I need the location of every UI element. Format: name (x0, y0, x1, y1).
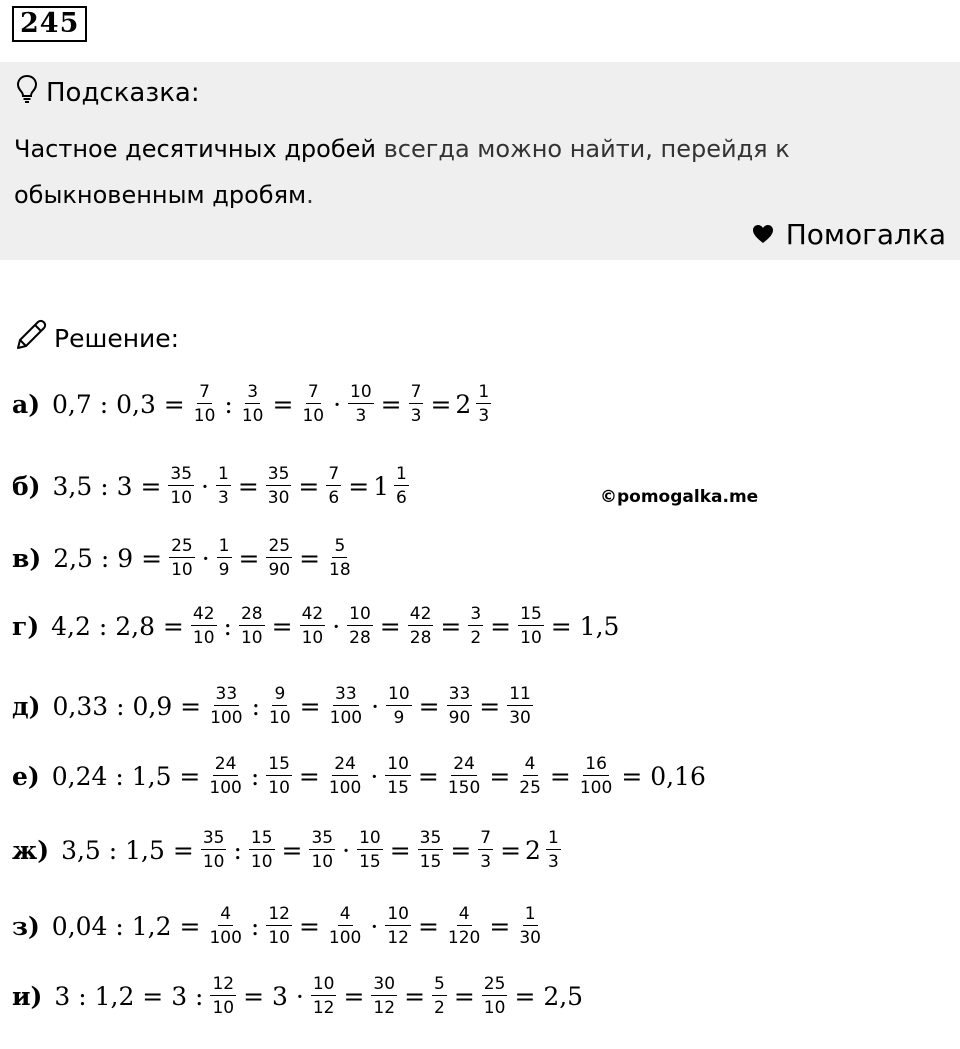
fraction (371, 974, 397, 1018)
math-text: = (343, 981, 365, 1011)
numerator: 11 (509, 684, 531, 704)
fraction (201, 828, 227, 872)
fraction (432, 974, 447, 1018)
fraction (482, 974, 508, 1018)
hint-box (0, 62, 960, 260)
fraction (266, 904, 292, 948)
numerator: 35 (311, 828, 334, 848)
denominator: 10 (268, 778, 290, 798)
math-text: : (224, 389, 233, 419)
numerator: 35 (267, 464, 290, 484)
denominator: 150 (447, 778, 481, 798)
math-text: 4,2 : 2,8 = (51, 611, 184, 641)
math-text: : (250, 761, 260, 791)
fraction (266, 464, 292, 508)
fraction (191, 604, 217, 648)
solution-line (12, 530, 356, 586)
math-text: = (379, 611, 401, 641)
math-text: = (489, 761, 511, 791)
fraction (348, 382, 374, 426)
math-text: = (549, 761, 571, 791)
denominator: 10 (302, 406, 325, 426)
denominator: 10 (311, 852, 334, 872)
numerator: 33 (335, 684, 357, 704)
math-text: = (479, 691, 501, 721)
math-text: 3 : 1,2 = 3 : (54, 981, 204, 1011)
denominator: 3 (217, 488, 229, 508)
denominator: 10 (483, 998, 506, 1018)
hint-text (14, 126, 914, 218)
fraction (328, 684, 364, 728)
numerator: 5 (334, 536, 346, 556)
numerator: 10 (388, 684, 410, 704)
fraction (249, 828, 275, 872)
denominator: 30 (509, 708, 531, 728)
math-text: : (223, 611, 232, 641)
fraction (517, 904, 543, 948)
fraction (266, 754, 292, 798)
math-text: = (238, 543, 260, 573)
denominator: 15 (387, 778, 409, 798)
numerator: 24 (334, 754, 356, 774)
numerator: 16 (585, 754, 607, 774)
math-text: = 3 · (243, 981, 304, 1011)
numerator: 15 (250, 828, 273, 848)
numerator: 7 (410, 382, 422, 402)
numerator: 7 (480, 828, 492, 848)
denominator: 12 (373, 998, 396, 1018)
math-text: = 0,16 (621, 761, 706, 791)
denominator: 10 (250, 852, 273, 872)
fraction (327, 904, 363, 948)
denominator: 120 (447, 928, 481, 948)
math-text: = 1,5 (550, 611, 620, 641)
math-text: = 2,5 (514, 981, 584, 1011)
denominator: 10 (268, 928, 290, 948)
denominator: 15 (359, 852, 381, 872)
numerator: 1 (478, 382, 490, 402)
denominator: 10 (520, 628, 542, 648)
hint-text-normal: всегда можно найти, перейдя к (376, 135, 790, 163)
denominator: 100 (209, 928, 242, 948)
math-text: · (370, 911, 379, 941)
numerator: 10 (312, 974, 335, 994)
math-text: = (299, 543, 321, 573)
fraction (446, 754, 482, 798)
solution-line (12, 968, 587, 1024)
denominator: 100 (209, 778, 242, 798)
numerator: 4 (339, 904, 351, 924)
brand-name: Помогалка (785, 218, 946, 251)
solution-line (12, 748, 710, 804)
fraction (546, 828, 561, 872)
solution-header (14, 318, 179, 358)
fraction (208, 684, 244, 728)
numerator: 42 (301, 604, 324, 624)
fraction (394, 464, 409, 508)
solution-line (12, 376, 494, 432)
whole-part: 2 (455, 389, 472, 419)
denominator: 10 (240, 628, 263, 648)
math-text: = (389, 835, 411, 865)
math-text: = (440, 611, 462, 641)
numerator: 25 (483, 974, 506, 994)
numerator: 30 (373, 974, 396, 994)
math-text: = (453, 981, 475, 1011)
denominator: 30 (267, 488, 290, 508)
line-label: з) (12, 911, 40, 941)
numerator: 35 (170, 464, 193, 484)
math-text: = (489, 911, 511, 941)
fraction (169, 536, 195, 580)
fraction (300, 382, 326, 426)
denominator: 100 (328, 928, 362, 948)
fraction (326, 464, 341, 508)
math-text: = (404, 981, 426, 1011)
fraction (347, 604, 373, 648)
denominator: 9 (393, 708, 405, 728)
numerator: 42 (192, 604, 215, 624)
math-text: · (342, 835, 351, 865)
mixed-number (525, 828, 564, 872)
line-label: а) (12, 389, 41, 419)
task-number: 245 (12, 6, 87, 42)
whole-part: 2 (525, 835, 541, 865)
numerator: 7 (199, 382, 210, 402)
numerator: 10 (349, 604, 371, 624)
numerator: 9 (274, 684, 286, 704)
fraction (210, 974, 236, 1018)
fraction (357, 828, 383, 872)
numerator: 35 (419, 828, 442, 848)
math-text: = (450, 835, 472, 865)
fraction (517, 754, 543, 798)
denominator: 12 (312, 998, 335, 1018)
solution-line (12, 678, 536, 734)
math-text: · (201, 471, 209, 501)
denominator: 90 (448, 708, 471, 728)
numerator: 4 (524, 754, 536, 774)
fraction (217, 536, 232, 580)
denominator: 3 (410, 406, 422, 426)
numerator: 35 (202, 828, 225, 848)
numerator: 28 (240, 604, 263, 624)
fraction (207, 904, 243, 948)
fraction (216, 464, 231, 508)
fraction (309, 828, 335, 872)
numerator: 25 (268, 536, 291, 556)
watermark: ©pomogalka.me (600, 487, 759, 507)
math-text: = (271, 611, 293, 641)
math-text: 0,04 : 1,2 = (51, 911, 201, 941)
fraction (418, 828, 444, 872)
numerator: 4 (220, 904, 232, 924)
math-text: = (272, 389, 294, 419)
numerator: 10 (359, 828, 381, 848)
fraction (192, 382, 218, 426)
denominator: 10 (301, 628, 324, 648)
math-text: = (298, 911, 320, 941)
math-text: 0,24 : 1,5 = (51, 761, 201, 791)
denominator: 6 (328, 488, 340, 508)
hint-title: Подсказка: (46, 77, 200, 108)
numerator: 24 (453, 754, 475, 774)
math-text: · (370, 761, 379, 791)
denominator: 30 (519, 928, 541, 948)
numerator: 7 (328, 464, 340, 484)
line-label: ж) (12, 835, 50, 865)
math-text: = (417, 911, 439, 941)
numerator: 1 (524, 904, 536, 924)
math-text: · (371, 691, 380, 721)
denominator: 100 (579, 778, 613, 798)
line-label: е) (12, 761, 40, 791)
denominator: 10 (170, 488, 193, 508)
denominator: 10 (241, 406, 264, 426)
math-text: = (348, 471, 370, 501)
solution-line (12, 598, 623, 654)
numerator: 10 (387, 754, 409, 774)
line-label: и) (12, 981, 43, 1011)
math-text: · (333, 389, 342, 419)
fraction (447, 684, 473, 728)
numerator: 12 (212, 974, 235, 994)
math-text: = (299, 691, 321, 721)
brand (752, 218, 946, 251)
fraction (507, 684, 533, 728)
numerator: 5 (434, 974, 445, 994)
numerator: 42 (409, 604, 432, 624)
math-text: 0,7 : 0,3 = (52, 389, 185, 419)
denominator: 2 (434, 998, 445, 1018)
numerator: 3 (247, 382, 259, 402)
solution-title: Решение: (54, 323, 180, 353)
denominator: 90 (268, 560, 291, 580)
denominator: 28 (409, 628, 432, 648)
fraction (409, 382, 424, 426)
math-text: = (298, 761, 320, 791)
denominator: 6 (396, 488, 407, 508)
numerator: 1 (217, 464, 229, 484)
line-label: д) (12, 691, 41, 721)
hint-text-strong-2: обыкновенным дробям (14, 181, 307, 209)
denominator: 3 (478, 406, 490, 426)
math-text: : (250, 911, 260, 941)
solution-line (12, 458, 412, 514)
math-text: = (490, 611, 512, 641)
fraction (266, 536, 292, 580)
math-text: = (298, 471, 320, 501)
solution-line (12, 898, 546, 954)
line-label: г) (12, 611, 40, 641)
numerator: 24 (214, 754, 237, 774)
numerator: 3 (470, 604, 482, 624)
fraction (300, 604, 326, 648)
fraction (408, 604, 434, 648)
hint-text-end: . (306, 181, 314, 209)
fraction (468, 604, 483, 648)
numerator: 1 (218, 536, 230, 556)
fraction (327, 754, 363, 798)
denominator: 3 (547, 852, 559, 872)
fraction (578, 754, 614, 798)
numerator: 33 (448, 684, 471, 704)
numerator: 25 (171, 536, 193, 556)
pencil-icon (14, 318, 48, 358)
math-text: = (500, 835, 522, 865)
numerator: 7 (307, 382, 319, 402)
denominator: 100 (329, 708, 363, 728)
denominator: 10 (269, 708, 291, 728)
fraction (311, 974, 337, 1018)
line-label: б) (12, 471, 41, 501)
math-text: : (233, 835, 242, 865)
denominator: 3 (480, 852, 492, 872)
fraction (239, 604, 265, 648)
math-text: 3,5 : 1,5 = (61, 835, 194, 865)
fraction (168, 464, 194, 508)
numerator: 33 (215, 684, 238, 704)
denominator: 10 (193, 406, 216, 426)
fraction (207, 754, 243, 798)
math-text: = (281, 835, 303, 865)
numerator: 15 (268, 754, 290, 774)
lightbulb-icon (16, 74, 38, 111)
hint-text-strong-1: Частное десятичных дробей (14, 135, 377, 163)
solution-line (12, 822, 564, 878)
denominator: 25 (519, 778, 541, 798)
math-text: = (418, 691, 440, 721)
math-text: · (201, 543, 210, 573)
fraction (476, 382, 491, 426)
denominator: 2 (470, 628, 482, 648)
numerator: 4 (458, 904, 470, 924)
numerator: 1 (547, 828, 559, 848)
math-text: : (251, 691, 261, 721)
fraction (446, 904, 482, 948)
mixed-number (455, 382, 494, 426)
math-text: 3,5 : 3 = (52, 471, 162, 501)
math-text: 2,5 : 9 = (53, 543, 163, 573)
heart-icon (752, 218, 774, 251)
fraction (327, 536, 353, 580)
math-text: = (237, 471, 259, 501)
denominator: 10 (192, 628, 215, 648)
numerator: 1 (396, 464, 407, 484)
denominator: 100 (328, 778, 362, 798)
mixed-number (373, 464, 412, 508)
fraction (240, 382, 266, 426)
denominator: 28 (349, 628, 371, 648)
fraction (267, 684, 293, 728)
denominator: 10 (171, 560, 193, 580)
math-text: = (417, 761, 439, 791)
denominator: 100 (210, 708, 243, 728)
numerator: 12 (268, 904, 290, 924)
denominator: 9 (218, 560, 230, 580)
math-text: · (332, 611, 341, 641)
fraction (385, 754, 411, 798)
whole-part: 1 (373, 471, 390, 501)
denominator: 3 (355, 406, 367, 426)
fraction (385, 904, 411, 948)
fraction (478, 828, 493, 872)
denominator: 12 (387, 928, 409, 948)
denominator: 15 (419, 852, 442, 872)
denominator: 18 (329, 560, 351, 580)
numerator: 10 (350, 382, 372, 402)
denominator: 10 (202, 852, 225, 872)
denominator: 10 (212, 998, 235, 1018)
numerator: 10 (387, 904, 409, 924)
numerator: 15 (520, 604, 542, 624)
hint-header (16, 74, 200, 111)
fraction (386, 684, 412, 728)
fraction (518, 604, 544, 648)
math-text: = (430, 389, 452, 419)
math-text: = (380, 389, 402, 419)
math-text: 0,33 : 0,9 = (52, 691, 202, 721)
line-label: в) (12, 543, 42, 573)
